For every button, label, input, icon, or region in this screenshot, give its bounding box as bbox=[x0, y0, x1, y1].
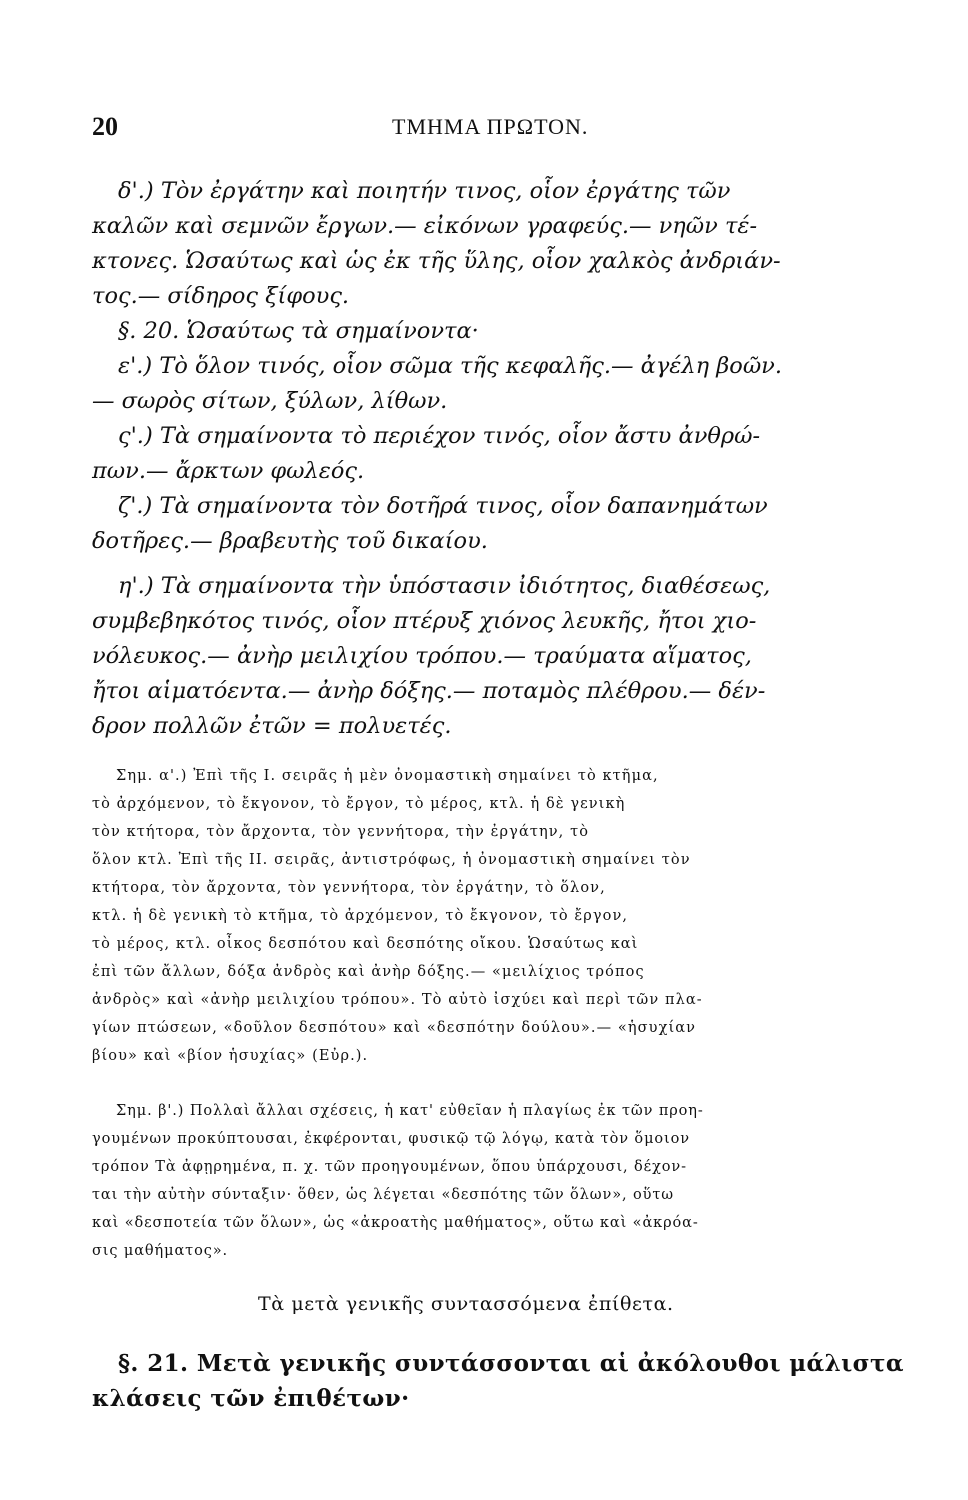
note-line: σις μαθήματος». bbox=[92, 1243, 229, 1259]
note-line: καὶ «δεσποτεία τῶν ὅλων», ὡς «ἀκροατὴς μαθήματος», οὕτω καὶ «ἀκρόα- bbox=[92, 1215, 699, 1231]
body-line: νόλευκος.— ἀνὴρ μειλιχίου τρόπου.— τραύματα αἵματος, bbox=[92, 643, 752, 669]
section-21-line: κλάσεις τῶν ἐπιθέτων· bbox=[92, 1385, 410, 1412]
body-line: δ'.) Τὸν ἐργάτην καὶ ποιητήν τινος, οἷον ἐργάτης τῶν bbox=[118, 178, 731, 204]
note-line: βίου» καὶ «βίον ἡσυχίας» (Εὐρ.). bbox=[92, 1048, 369, 1064]
page-number: 20 bbox=[92, 112, 118, 141]
note-line: ἀνδρὸς» καὶ «ἀνὴρ μειλιχίου τρόπου». Τὸ αὐτὸ ἰσχύει καὶ περὶ τῶν πλα- bbox=[92, 992, 703, 1008]
note-line: ἐπὶ τῶν ἄλλων, δόξα ἀνδρὸς καὶ ἀνὴρ δόξης.— «μειλίχιος τρόπος bbox=[92, 964, 645, 980]
subheading: Τὰ μετὰ γενικῆς συντασσόμενα ἐπίθετα. bbox=[258, 1293, 674, 1315]
body-line: κτονες. Ὡσαύτως καὶ ὡς ἐκ τῆς ὕλης, οἷον χαλκὸς ἀνδριάν- bbox=[92, 248, 781, 274]
note-line: γίων πτώσεων, «δοῦλον δεσπότου» καὶ «δεσπότην δούλου».— «ἡσυχίαν bbox=[92, 1020, 697, 1036]
note-line: τὸ μέρος, κτλ. οἶκος δεσπότου καὶ δεσπότης οἴκου. Ὡσαύτως καὶ bbox=[92, 936, 639, 952]
note-line: κτλ. ἡ δὲ γενικὴ τὸ κτῆμα, τὸ ἀρχόμενον, τὸ ἔκγονον, τὸ ἔργον, bbox=[92, 908, 629, 924]
body-line: καλῶν καὶ σεμνῶν ἔργων.— εἰκόνων γραφεύς.— νηῶν τέ- bbox=[92, 213, 758, 239]
body-line: πων.— ἄρκτων φωλεός. bbox=[92, 458, 365, 484]
note-line: γουμένων προκύπτουσαι, ἐκφέρονται, φυσικῷ τῷ λόγῳ, κατὰ τὸν ὅμοιον bbox=[92, 1131, 690, 1147]
running-head: ΤΜΗΜΑ ΠΡΩΤΟΝ. bbox=[392, 114, 589, 139]
body-line: δρον πολλῶν ἐτῶν = πολυετές. bbox=[92, 713, 452, 739]
note-line: ὅλον κτλ. Ἐπὶ τῆς ΙΙ. σειρᾶς, ἀντιστρόφως, ἡ ὀνομαστικὴ σημαίνει τὸν bbox=[92, 852, 691, 868]
body-line: η'.) Τὰ σημαίνοντα τὴν ὑπόστασιν ἰδιότητος, διαθέσεως, bbox=[118, 573, 771, 599]
note-line: τὸν κτήτορα, τὸν ἄρχοντα, τὸν γεννήτορα, τὴν ἐργάτην, τὸ bbox=[92, 824, 590, 840]
note-line: τρόπον Τὰ ἀφῃρημένα, π. χ. τῶν προηγουμένων, ὅπου ὑπάρχουσι, δέχον- bbox=[92, 1159, 687, 1175]
page-header bbox=[92, 112, 892, 152]
body-line: ζ'.) Τὰ σημαίνοντα τὸν δοτῆρά τινος, οἷον δαπανημάτων bbox=[118, 493, 768, 519]
body-line: δοτῆρες.— βραβευτὴς τοῦ δικαίου. bbox=[92, 528, 488, 554]
body-line: — σωρὸς σίτων, ξύλων, λίθων. bbox=[92, 388, 448, 414]
body-line: ς'.) Τὰ σημαίνοντα τὸ περιέχον τινός, οἷον ἄστυ ἀνθρώ- bbox=[118, 423, 761, 449]
section-21-line: §. 21. Μετὰ γενικῆς συντάσσονται αἱ ἀκόλουθοι μάλιστα bbox=[118, 1350, 904, 1377]
note-line: κτήτορα, τὸν ἄρχοντα, τὸν γεννήτορα, τὸν ἐργάτην, τὸ ὅλον, bbox=[92, 880, 606, 896]
body-line: ε'.) Τὸ ὅλον τινός, οἷον σῶμα τῆς κεφαλῆς.— ἀγέλη βοῶν. bbox=[118, 353, 782, 379]
note-line: ται τὴν αὐτὴν σύνταξιν· ὅθεν, ὡς λέγεται «δεσπότης τῶν ὅλων», οὕτω bbox=[92, 1187, 674, 1203]
note-line: Σημ. β'.) Πολλαὶ ἄλλαι σχέσεις, ἡ κατ' εὐθεῖαν ἡ πλαγίως ἐκ τῶν προη- bbox=[116, 1103, 704, 1119]
section-20-line: §. 20. Ὡσαύτως τὰ σημαίνοντα· bbox=[118, 318, 479, 344]
note-line: τὸ ἀρχόμενον, τὸ ἔκγονον, τὸ ἔργον, τὸ μέρος, κτλ. ἡ δὲ γενικὴ bbox=[92, 796, 626, 812]
note-line: Σημ. α'.) Ἐπὶ τῆς Ι. σειρᾶς ἡ μὲν ὀνομαστικὴ σημαίνει τὸ κτῆμα, bbox=[116, 768, 659, 784]
body-line: συμβεβηκότος τινός, οἷον πτέρυξ χιόνος λευκῆς, ἤτοι χιο- bbox=[92, 608, 757, 634]
body-line: τος.— σίδηρος ξίφους. bbox=[92, 283, 350, 309]
body-line: ἤτοι αἱματόεντα.— ἀνὴρ δόξης.— ποταμὸς πλέθρου.— δέν- bbox=[92, 678, 766, 704]
